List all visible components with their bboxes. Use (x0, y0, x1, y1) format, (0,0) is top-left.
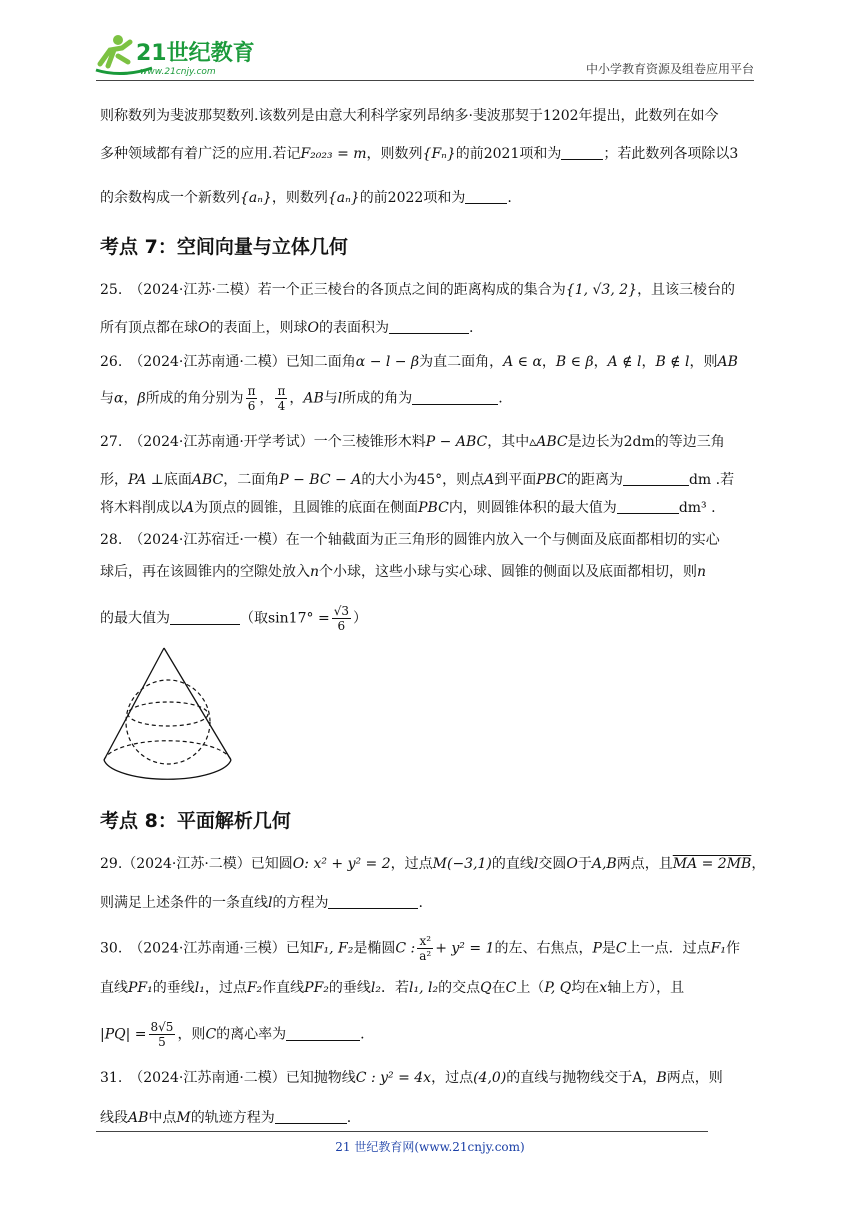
footer-divider (96, 1131, 708, 1132)
question-28-line-1: 28. （2024·江苏宿迁·一模）在一个轴截面为正三角形的圆锥内放入一个与侧面及底面都相切的实心 (100, 532, 720, 548)
question-26-line-2: 与α，β所成的角分别为 $\frac{\pi}{6}$ ， $\frac{\pi}{4}$ ，AB与l所成的角为 . (100, 384, 503, 413)
answer-blank[interactable] (328, 894, 418, 909)
page-header (0, 0, 860, 82)
question-30-line-3: |PQ| = $\frac{8√5}{5}$ ，则C的离心率为 . (100, 1020, 365, 1049)
answer-blank[interactable] (275, 1109, 347, 1124)
question-27-line-3: 将木料削成以A为顶点的圆锥，且圆锥的底面在侧面PBC内，则圆锥体积的最大值为 dm³ . (100, 500, 716, 516)
answer-blank[interactable] (286, 1026, 360, 1041)
question-27-line-1: 27. （2024·江苏南通·开学考试）一个三棱锥形木料P − ABC，其中▵ABC是边长为2dm的等边三角 (100, 434, 725, 450)
question-31-line-2: 线段AB中点M的轨迹方程为 . (100, 1110, 352, 1126)
intro-line-1: 则称数列为斐波那契数列.该数列是由意大利科学家列昂纳多·斐波那契于1202年提出，此数列在如今 (100, 108, 719, 124)
question-28-line-2: 球后，再在该圆锥内的空隙处放入n个小球，这些小球与实心球、圆锥的侧面以及底面都相切，则n (100, 564, 707, 580)
logo-text: 21世纪教育 (136, 41, 255, 66)
intro-line-2: 多种领域都有着广泛的应用.若记F₂₀₂₃ = m，则数列{Fₙ}的前2021项和为 ；若此数列各项除以3 (100, 146, 739, 162)
question-29-line-2: 则满足上述条件的一条直线l的方程为 . (100, 895, 423, 911)
question-30-line-1: 30. （2024·江苏南通·三模）已知F₁, F₂是椭圆C : $\frac{\text{x²}}{\text{a²}}$ + y² = 1的左、右焦点，P是C上一点．过点F₁作 (100, 934, 740, 963)
question-30-line-2: 直线PF₁的垂线l₁，过点F₂作直线PF₂的垂线l₂．若l₁, l₂的交点Q在C上（P, Q均在x轴上方），且 (100, 980, 685, 996)
answer-blank[interactable] (465, 189, 507, 204)
answer-blank[interactable] (170, 610, 240, 625)
answer-blank[interactable] (412, 390, 498, 405)
cone-sphere-figure (98, 644, 268, 792)
logo-21cnjy (92, 34, 262, 78)
question-25-line-2: 所有顶点都在球O的表面上，则球O的表面积为 . (100, 320, 474, 336)
question-28-line-3: 的最大值为 （取sin17° = $\frac{√3}{6}$ ） (100, 604, 367, 633)
platform-name: 中小学教育资源及组卷应用平台 (585, 62, 754, 76)
question-29-line-1: 29.（2024·江苏·二模）已知圆O: x² + y² = 2，过点M(−3,1)的直线l交圆O于A,B两点，且MA = 2MB， (100, 856, 766, 872)
header-divider (96, 80, 754, 81)
footer-link[interactable]: 21 世纪教育网(www.21cnjy.com) (335, 1140, 525, 1154)
section-title-7: 考点 7：空间向量与立体几何 (100, 236, 348, 258)
question-26-line-1: 26. （2024·江苏南通·二模）已知二面角α − l − β为直二面角，A ∈ α，B ∈ β，A ∉ l，B ∉ l，则AB (100, 354, 738, 370)
answer-blank[interactable] (561, 145, 603, 160)
answer-blank[interactable] (617, 499, 679, 514)
question-31-line-1: 31. （2024·江苏南通·二模）已知抛物线C : y² = 4x，过点(4,0)的直线与抛物线交于A，B两点，则 (100, 1070, 723, 1086)
answer-blank[interactable] (623, 471, 689, 486)
intro-line-3: 的余数构成一个新数列{aₙ}，则数列{aₙ}的前2022项和为 . (100, 190, 512, 206)
logo-url: www.21cnjy.com (140, 67, 216, 77)
section-title-8: 考点 8：平面解析几何 (100, 810, 291, 832)
answer-blank[interactable] (389, 319, 469, 334)
question-27-line-2: 形，PA ⊥底面ABC，二面角P − BC − A的大小为45°，则点A到平面PBC的距离为 dm .若 (100, 472, 735, 488)
question-25-line-1: 25. （2024·江苏·二模）若一个正三棱台的各顶点之间的距离构成的集合为{1, √3, 2}，且该三棱台的 (100, 282, 736, 298)
